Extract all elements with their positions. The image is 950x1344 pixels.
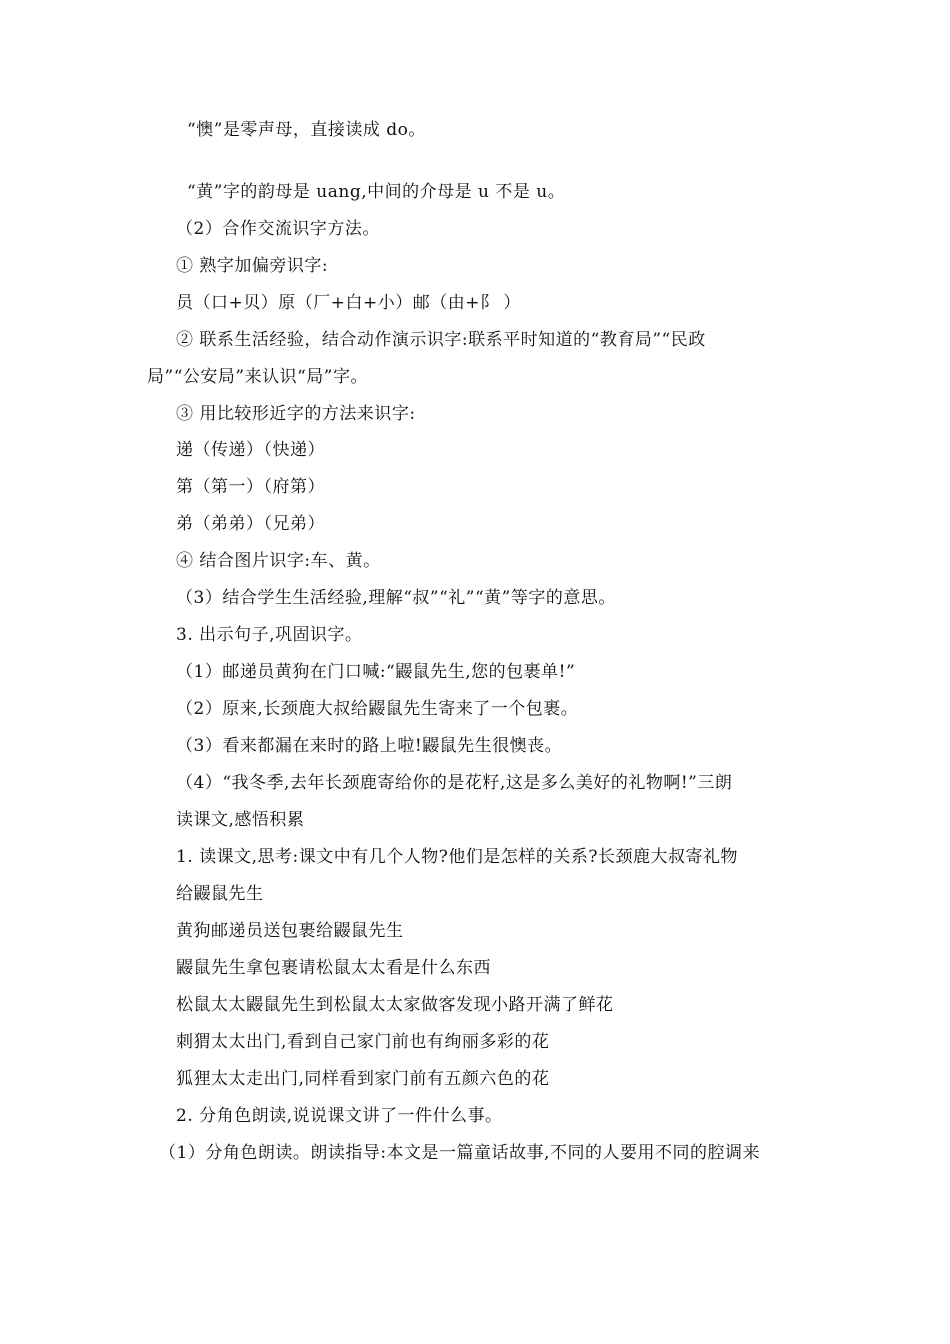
text-line: （2）原来,长颈鹿大叔给鼹鼠先生寄来了一个包裹。	[176, 699, 579, 719]
text-line: 局”“公安局”来认识“局”字。	[147, 367, 368, 387]
text-line: 鼹鼠先生拿包裹请松鼠太太看是什么东西	[176, 958, 491, 978]
text-line: 递（传递）（快递）	[176, 440, 325, 460]
text-line: 第（第一）（府第）	[176, 477, 325, 497]
text-line: （2）合作交流识字方法。	[176, 219, 380, 239]
text-line: 3. 出示句子,巩固识字。	[176, 625, 363, 645]
text-line: “黄”字的韵母是 uang,中间的介母是 u 不是 u。	[187, 182, 566, 202]
text-line: 1. 读课文,思考:课文中有几个人物?他们是怎样的关系?长颈鹿大叔寄礼物	[176, 847, 738, 867]
text-line: 黄狗邮递员送包裹给鼹鼠先生	[176, 921, 404, 941]
text-line: 刺猬太太出门,看到自己家门前也有绚丽多彩的花	[176, 1032, 550, 1052]
text-line: “懊”是零声母，直接读成 do。	[187, 120, 426, 140]
text-line: （1）邮递员黄狗在门口喊:“鼹鼠先生,您的包裹单!”	[176, 662, 576, 682]
text-line: ① 熟字加偏旁识字:	[176, 256, 329, 276]
text-line: （4）“我冬季,去年长颈鹿寄给你的是花籽,这是多么美好的礼物啊!”三朗	[176, 773, 733, 793]
text-line: 员（口+贝）原（厂+白+小）邮（由+阝 ）	[176, 293, 521, 313]
text-line: 2. 分角色朗读,说说课文讲了一件什么事。	[176, 1106, 503, 1126]
text-line: 松鼠太太鼹鼠先生到松鼠太太家做客发现小路开满了鲜花	[176, 995, 614, 1015]
text-line: 读课文,感悟积累	[176, 810, 305, 830]
text-line: ② 联系生活经验，结合动作演示识字:联系平时知道的“教育局”“民政	[176, 330, 706, 350]
text-line: （1）分角色朗读。朗读指导:本文是一篇童话故事,不同的人要用不同的腔调来	[159, 1143, 760, 1163]
text-line: ④ 结合图片识字:车、黄。	[176, 551, 381, 571]
text-line: ③ 用比较形近字的方法来识字:	[176, 404, 416, 424]
text-line: 给鼹鼠先生	[176, 884, 264, 904]
text-line: （3）看来都漏在来时的路上啦!鼹鼠先生很懊丧。	[176, 736, 563, 756]
text-line: （3）结合学生生活经验,理解“叔”“礼”“黄”等字的意思。	[176, 588, 616, 608]
text-line: 弟（弟弟）（兄弟）	[176, 514, 325, 534]
text-line: 狐狸太太走出门,同样看到家门前有五颜六色的花	[176, 1069, 550, 1089]
